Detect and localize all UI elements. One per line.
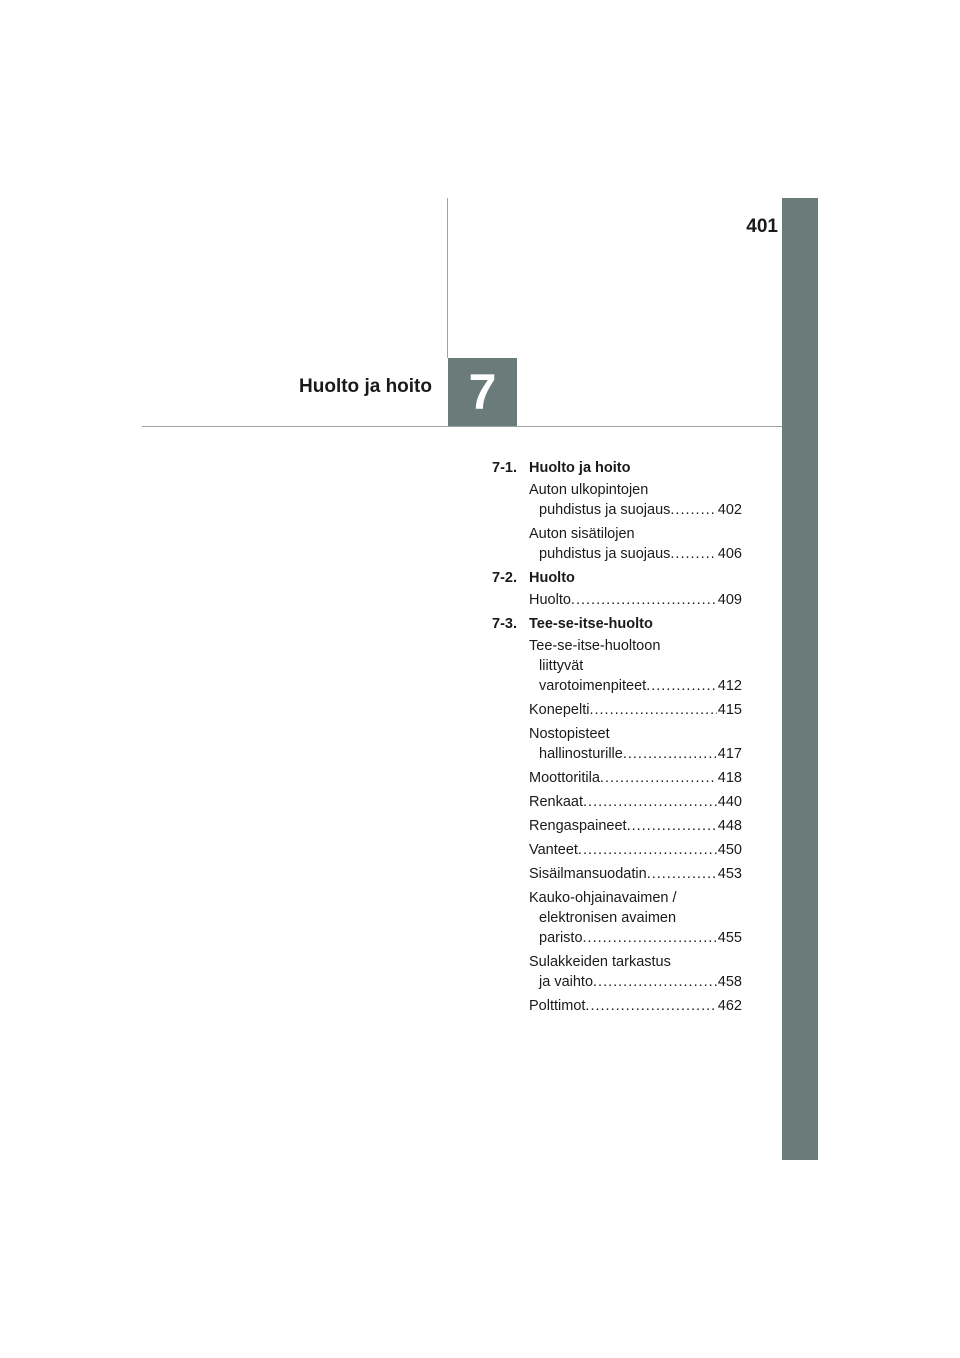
page-number: 401 bbox=[746, 216, 778, 237]
toc-entry-title: Renkaat bbox=[529, 794, 584, 810]
toc-entry[interactable] bbox=[529, 590, 742, 610]
toc-entry-title: Rengaspaineet bbox=[529, 818, 627, 834]
toc-leader-dots bbox=[600, 768, 717, 788]
toc-entry-title: Auton sisätilojen bbox=[529, 526, 635, 542]
toc-entry-title: Kauko-ohjainavaimen / bbox=[529, 890, 677, 906]
toc-page-number: 418 bbox=[717, 770, 742, 786]
table-of-contents bbox=[492, 458, 742, 1020]
toc-entry-title: Moottoritila bbox=[529, 770, 600, 786]
toc-entry[interactable] bbox=[529, 864, 742, 884]
toc-leader-dots bbox=[623, 744, 717, 764]
toc-entry[interactable] bbox=[529, 816, 742, 836]
toc-entry-title: puhdistus ja suojaus bbox=[539, 502, 671, 518]
toc-section-heading[interactable] bbox=[492, 458, 742, 478]
header-vertical-rule bbox=[447, 198, 448, 358]
toc-page-number: 462 bbox=[717, 998, 742, 1014]
toc-entry-title: Polttimot bbox=[529, 998, 586, 1014]
chapter-number-box bbox=[448, 358, 517, 426]
toc-entry-title: elektronisen avaimen bbox=[539, 910, 677, 926]
toc-entry[interactable] bbox=[529, 724, 742, 764]
toc-page-number: 402 bbox=[717, 502, 742, 518]
toc-entry-title: Sisäilmansuodatin bbox=[529, 866, 647, 882]
toc-entry-title: paristo bbox=[539, 930, 583, 946]
toc-section bbox=[492, 568, 742, 610]
toc-entry-title: varotoimenpiteet bbox=[539, 678, 647, 694]
toc-page-number: 440 bbox=[717, 794, 742, 810]
toc-section-title: Tee-se-itse-huolto bbox=[529, 616, 653, 632]
toc-section-number: 7-3. bbox=[492, 616, 517, 632]
toc-leader-dots bbox=[670, 544, 716, 564]
chapter-number: 7 bbox=[468, 364, 497, 420]
toc-entry[interactable] bbox=[529, 480, 742, 520]
toc-leader-dots bbox=[589, 700, 716, 720]
toc-entry-title: Sulakkeiden tarkastus bbox=[529, 954, 671, 970]
toc-page-number: 409 bbox=[717, 592, 742, 608]
toc-section-title: Huolto bbox=[529, 570, 575, 586]
toc-section-number: 7-1. bbox=[492, 460, 517, 476]
toc-leader-dots bbox=[670, 500, 716, 520]
toc-leader-dots bbox=[593, 972, 717, 992]
toc-entry-title: Huolto bbox=[529, 592, 571, 608]
toc-leader-dots bbox=[647, 864, 717, 884]
toc-entry-title: puhdistus ja suojaus bbox=[539, 546, 671, 562]
chapter-title: Huolto ja hoito bbox=[299, 376, 432, 397]
toc-page-number: 412 bbox=[717, 678, 742, 694]
toc-entry[interactable] bbox=[529, 996, 742, 1016]
toc-section-heading[interactable] bbox=[492, 568, 742, 588]
toc-leader-dots bbox=[578, 840, 717, 860]
toc-page-number: 458 bbox=[717, 974, 742, 990]
toc-section-heading[interactable] bbox=[492, 614, 742, 634]
toc-page-number: 417 bbox=[717, 746, 742, 762]
toc-entry-title: liittyvät bbox=[539, 658, 584, 674]
toc-section bbox=[492, 614, 742, 1016]
toc-page-number: 455 bbox=[717, 930, 742, 946]
toc-entry-title: hallinosturille bbox=[539, 746, 623, 762]
toc-section-number: 7-2. bbox=[492, 570, 517, 586]
toc-entry-title: Auton ulkopintojen bbox=[529, 482, 649, 498]
toc-leader-dots bbox=[583, 928, 717, 948]
toc-entry[interactable] bbox=[529, 636, 742, 696]
toc-page-number: 406 bbox=[717, 546, 742, 562]
chapter-side-tab bbox=[782, 198, 818, 1160]
toc-page-number: 453 bbox=[717, 866, 742, 882]
toc-entry[interactable] bbox=[529, 792, 742, 812]
toc-leader-dots bbox=[627, 816, 717, 836]
toc-leader-dots bbox=[583, 792, 717, 812]
toc-entry-title: Konepelti bbox=[529, 702, 590, 718]
toc-entry[interactable] bbox=[529, 700, 742, 720]
toc-entry-title: Vanteet bbox=[529, 842, 578, 858]
toc-page-number: 450 bbox=[717, 842, 742, 858]
toc-entry-title: Tee-se-itse-huoltoon bbox=[529, 638, 661, 654]
toc-leader-dots bbox=[585, 996, 716, 1016]
toc-leader-dots bbox=[571, 590, 717, 610]
toc-entry-title: ja vaihto bbox=[539, 974, 594, 990]
toc-entry[interactable] bbox=[529, 524, 742, 564]
toc-page-number: 448 bbox=[717, 818, 742, 834]
toc-entry[interactable] bbox=[529, 768, 742, 788]
toc-entry[interactable] bbox=[529, 888, 742, 948]
toc-entry[interactable] bbox=[529, 840, 742, 860]
toc-entry[interactable] bbox=[529, 952, 742, 992]
toc-section-title: Huolto ja hoito bbox=[529, 460, 631, 476]
toc-entry-title: Nostopisteet bbox=[529, 726, 610, 742]
header-horizontal-rule bbox=[142, 426, 782, 427]
toc-section bbox=[492, 458, 742, 564]
toc-leader-dots bbox=[646, 676, 717, 696]
toc-page-number: 415 bbox=[717, 702, 742, 718]
